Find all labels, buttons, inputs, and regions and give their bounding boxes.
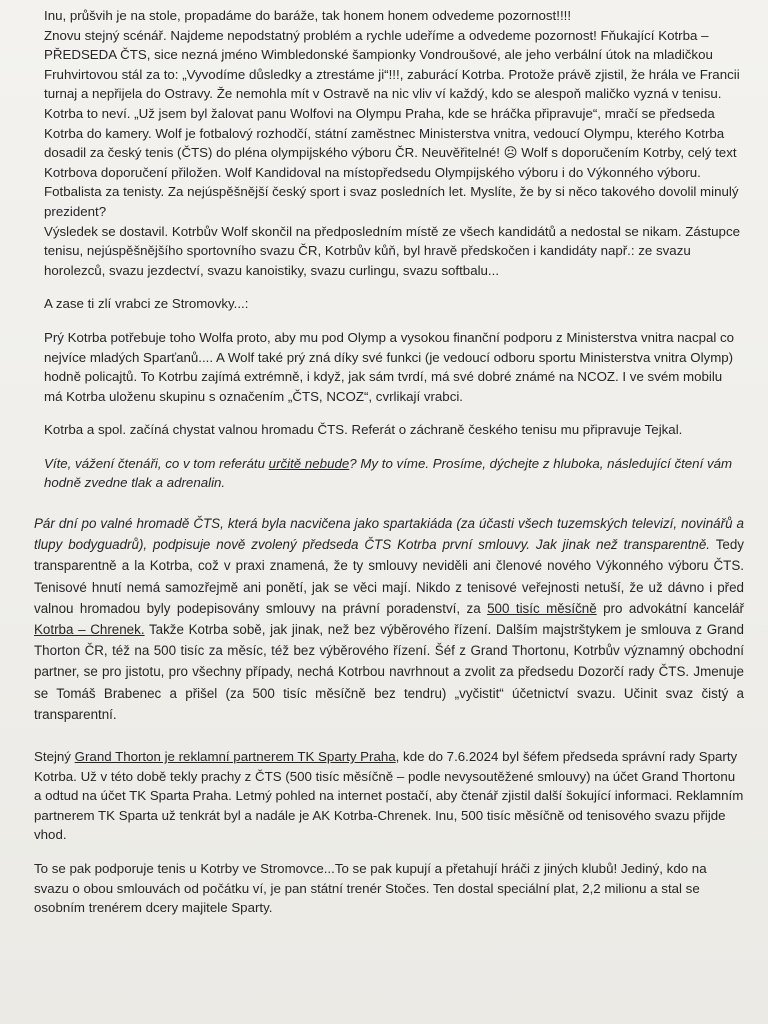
contracts-body-b: pro advokátní kancelář: [596, 600, 744, 616]
grand-thorton-paragraph: [34, 747, 744, 845]
grand-thorton-c: , kde do 7.6.2024 byl šéfem předseda správní rady Sparty Kotrba. Už v této době tekly prachy z ČTS (500 tisíc měsíčně – podle nevysoutěžené smlouvy) na účet Grand Thortonu a odtud na účet TK Sparta Praha. Letmý pohled na internet postačí, aby čtenář zjistil další šokující informaci. Reklamním partnerem TK Sparta už tenkrát byl a nadále je AK Kotrba-Chrenek. Inu, 500 tisíc měsíčně od tenisového svazu přijde vhod.: [34, 749, 744, 843]
intro-result: Výsledek se dostavil. Kotrbův Wolf skončil na předposledním místě ze všech kandidátů a nedostal se nikam. Zástupce tenisu, nejúspěšnějšího sportovního svazu ČR, Kotrbův kůň, byl hravě předskočen i kandidáty např.: ze svazu horolezců, svazu jezdectví, svazu kanoistiky, svazu curlingu, svazu softbalu...: [44, 223, 740, 278]
stromovka-paragraph: To se pak podporuje tenis u Kotrby ve Stromovce...To se pak kupují a přetahují hráči z jiných klubů! Jediný, kdo na svazu o obou smlouvách od počátku ví, je pan státní trenér Stočes. Ten dostal speciální plat, 2,2 milionu a stal se osobním trenérem dcery majitele Sparty.: [34, 861, 707, 916]
contracts-law-firm: Kotrba – Chrenek.: [34, 622, 145, 638]
sparrows-heading: A zase ti zlí vrabci ze Stromovky...:: [44, 296, 249, 312]
general-meeting-paragraph: Kotrba a spol. začíná chystat valnou hromadu ČTS. Referát o záchraně českého tenisu mu připravuje Tejkal.: [44, 422, 683, 438]
grand-thorton-partner: Grand Thorton je reklamní partnerem TK Sparty Praha: [74, 749, 396, 765]
reader-question-emphasis: určitě nebude: [268, 455, 350, 471]
grand-thorton-a: Stejný: [34, 749, 75, 765]
contracts-intro: Pár dní po valné hromadě ČTS, která byla nacvičena jako spartakiáda (za účasti všech tuzemských televizí, novinářů a tlupy bodyguadrů), podpisuje nově zvolený předseda ČTS Kotrba první smlouvy. Jak jinak než transparentně.: [34, 516, 744, 553]
reader-question-c: ? My to víme. Prosíme, dýchejte z hluboka, následující čtení vám hodně zvedne tlak a adrenalin.: [44, 455, 733, 491]
intro-body: Znovu stejný scénář. Najdeme nepodstatný problém a rychle udeříme a odvedeme pozornost! Fňukající Kotrba – PŘEDSEDA ČTS, sice nezná jméno Wimbledonské šampionky Vondroušové, ale jeho verbální útok na mladičkou Fruhvirtovou stál za to: „Vyvodíme důsledky a ztrestáme ji“!!!, zaburácí Kotrba. Protože právě zjistil, že hrála ve Francii turnaj a nepřijela do Ostravy. Že nemohla mít v Ostravě na nic vliv ví každý, kdo se alespoň maličko vyzná v tenisu. Kotrba to neví. „Už jsem byl žalovat panu Wolfovi na Olympu Praha, kde se hráčka připravuje“, mračí se předseda Kotrba do kamery. Wolf je fotbalový rozhodčí, státní zaměstnec Ministerstva vnitra, vedoucí Olympu, kterého Kotrba dosadil za český tenis (ČTS) do pléna olympijského výboru ČR. Neuvěřitelné! ☹ Wolf s doporučením Kotrby, celý text Kotrbova doporučení přiložen. Wolf Kandidoval na místopředsedu Olympijského výboru i do Výkonného výboru. Fotbalista za tenisty. Za nejúspěšnější český sport i svaz posledních let. Myslíte, že by si něco takového dovolil minulý prezident?: [44, 27, 740, 219]
contracts-body-c: Takže Kotrba sobě, jak jinak, než bez výběrového řízení. Dalším majstrštykem je smlouva z Grand Thorton ČR, též na 500 tisíc za měsíc, též bez výběrového řízení. Šéf z Grand Thortonu, Kotrbův významný obchodní partner, se pro jistotu, pro všechny případy, nechá Kotrbou navrhnout a zvolit za předsedu Dozorčí rady ČTS. Jmenuje se Tomáš Brabenec a přišel (za 500 tisíc měsíčně bez tendru) „vyčistit“ účetnictví svazu. Učinit svaz čistý a transparentní.: [34, 622, 744, 722]
intro-paragraph: [34, 6, 744, 280]
intro-headline: Inu, průšvih je na stole, propadáme do baráže, tak honem honem odvedeme pozornost!!!!: [44, 8, 572, 23]
contracts-body-a: Tedy transparentně a la Kotrba, což v praxi znamená, že ty smlouvy neviděli ani členové nového Výkonného výboru ČTS. Tenisové hnutí nemá samozřejmě ani ponětí, jak se věci mají. Nikdo z tenisové veřejnosti netuší, že už dávno i před valnou hromadou byly podepisovány smlouvy na právní poradenství, za: [34, 537, 745, 616]
contracts-paragraph: [34, 513, 744, 725]
contracts-amount: 500 tisíc měsíčně: [487, 600, 597, 616]
reader-question-a: Víte, vážení čtenáři, co v tom referátu: [44, 455, 269, 471]
reader-question-paragraph: [34, 454, 744, 493]
wolf-paragraph: Prý Kotrba potřebuje toho Wolfa proto, aby mu pod Olymp a vysokou finanční podporu z Ministerstva vnitra nacpal co nejvíce mladých Sparťanů.... A Wolf také prý zná díky své funkci (je vedoucí odboru sportu Ministerstva vnitra Olymp) hodně policajtů. To Kotrbu zajímá extrémně, i když, jak sám tvrdí, má své dobré známé na NCOZ. I ve svém mobilu má Kotrba uloženu skupinu s označením „ČTS, NCOZ“, cvrlikají vrabci.: [44, 329, 735, 404]
